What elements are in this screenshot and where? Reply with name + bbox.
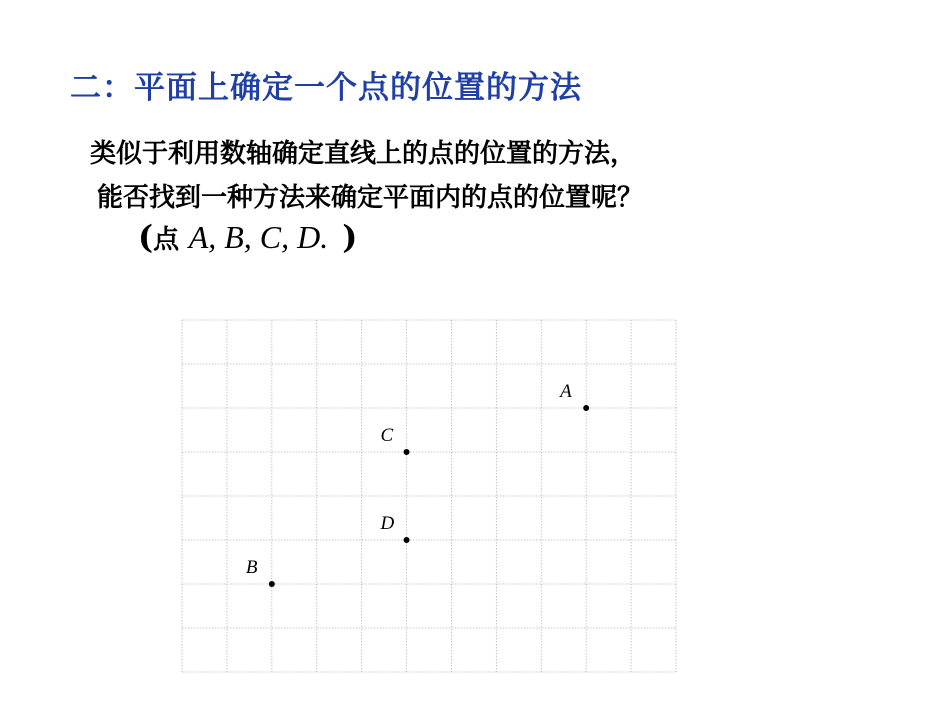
point-a-dot xyxy=(583,405,589,411)
point-d-dot xyxy=(404,537,410,543)
slide-title: 二：平面上确定一个点的位置的方法 xyxy=(70,70,582,106)
hint-letters: A, B, C, D. xyxy=(188,219,329,255)
hint-open-paren: ( xyxy=(138,218,154,256)
point-d-label: D xyxy=(380,513,395,534)
point-c-label: C xyxy=(380,425,394,446)
question-line-2: 能否找到一种方法来确定平面内的点的位置呢？ xyxy=(97,183,644,213)
point-c-dot xyxy=(404,449,410,455)
question-line-1: 类似于利用数轴确定直线上的点的位置的方法， xyxy=(90,139,637,169)
hint-word: 点 xyxy=(153,225,180,255)
point-b-label: B xyxy=(245,557,258,578)
point-b-dot xyxy=(269,581,275,587)
point-a-label: A xyxy=(560,381,572,402)
hint-close-paren: ) xyxy=(342,218,358,256)
